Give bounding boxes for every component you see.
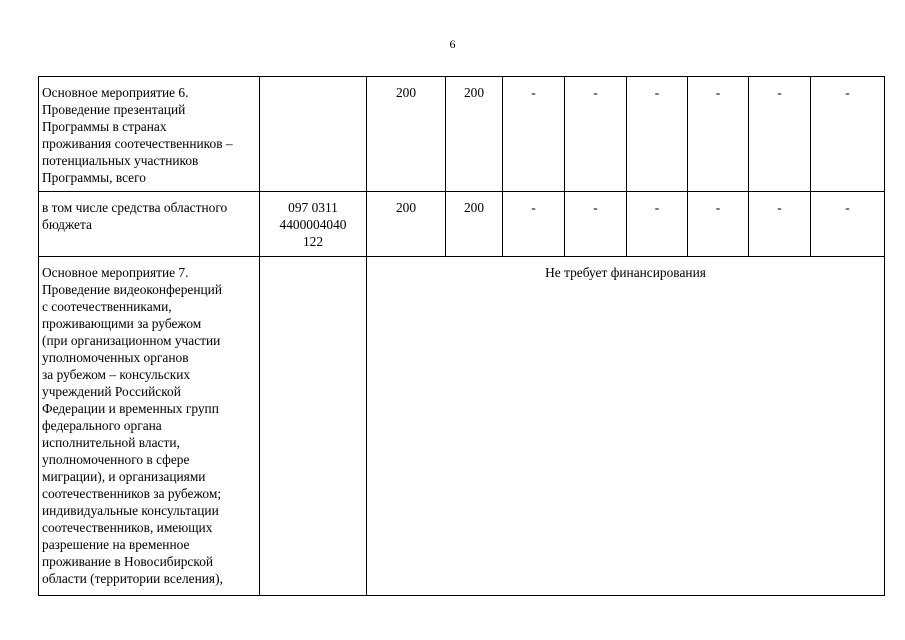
description-line: Федерации и временных групп xyxy=(42,401,219,416)
value-cell: - xyxy=(688,192,749,257)
value-cell: - xyxy=(565,77,627,192)
description-line: в том числе средства областного xyxy=(42,200,228,215)
value-cell: - xyxy=(688,77,749,192)
description-line: Основное мероприятие 7. xyxy=(42,265,189,280)
value-cell: - xyxy=(503,192,565,257)
description-line: проживания соотечественников – xyxy=(42,136,233,151)
description-line: разрешение на временное xyxy=(42,537,190,552)
description-line: проживающими за рубежом xyxy=(42,316,202,331)
value-cell: 200 xyxy=(367,77,446,192)
description-line: соотечественников за рубежом; xyxy=(42,486,222,501)
description-line: за рубежом – консульских xyxy=(42,367,191,382)
description-line: учреждений Российской xyxy=(42,384,181,399)
budget-code-line: 122 xyxy=(302,234,324,249)
budget-code-cell xyxy=(260,257,367,596)
description-line: уполномоченного в сфере xyxy=(42,452,190,467)
budget-code-line: 4400004040 xyxy=(279,217,347,232)
value-cell: 200 xyxy=(367,192,446,257)
description-line: с соотечественниками, xyxy=(42,299,172,314)
description-line: исполнительной власти, xyxy=(42,435,180,450)
description-line: Проведение видеоконференций xyxy=(42,282,223,297)
description-line: потенциальных участников xyxy=(42,153,199,168)
no-funding-note: Не требует финансирования xyxy=(367,257,885,596)
description-line: области (территории вселения), xyxy=(42,571,223,586)
value-cell: - xyxy=(627,192,688,257)
description-line: Программы, всего xyxy=(42,170,146,185)
description-line: федерального органа xyxy=(42,418,162,433)
description-line: Программы в странах xyxy=(42,119,167,134)
description-line: миграции), и организациями xyxy=(42,469,206,484)
value-cell: - xyxy=(565,192,627,257)
value-cell: 200 xyxy=(446,192,503,257)
description-line: соотечественников, имеющих xyxy=(42,520,213,535)
value-cell: - xyxy=(749,77,811,192)
value-cell: 200 xyxy=(446,77,503,192)
description-line: (при организационном участии xyxy=(42,333,221,348)
budget-code-line: 097 0311 xyxy=(288,200,338,215)
table-row xyxy=(39,77,885,192)
value-cell: - xyxy=(627,77,688,192)
table-row xyxy=(39,192,885,257)
budget-code-cell xyxy=(260,77,367,192)
description-line: проживание в Новосибирской xyxy=(42,554,214,569)
value-cell: - xyxy=(811,192,885,257)
value-cell: - xyxy=(503,77,565,192)
description-line: индивидуальные консультации xyxy=(42,503,219,518)
description-line: Основное мероприятие 6. xyxy=(42,85,189,100)
page-number: 6 xyxy=(449,37,456,51)
funding-table xyxy=(38,76,885,596)
description-line: бюджета xyxy=(42,217,92,232)
value-cell: - xyxy=(749,192,811,257)
row-description xyxy=(39,257,260,596)
table-row xyxy=(39,257,885,596)
row-description xyxy=(39,77,260,192)
budget-code-cell xyxy=(260,192,367,257)
row-description xyxy=(39,192,260,257)
value-cell: - xyxy=(811,77,885,192)
description-line: Проведение презентаций xyxy=(42,102,186,117)
description-line: уполномоченных органов xyxy=(42,350,189,365)
